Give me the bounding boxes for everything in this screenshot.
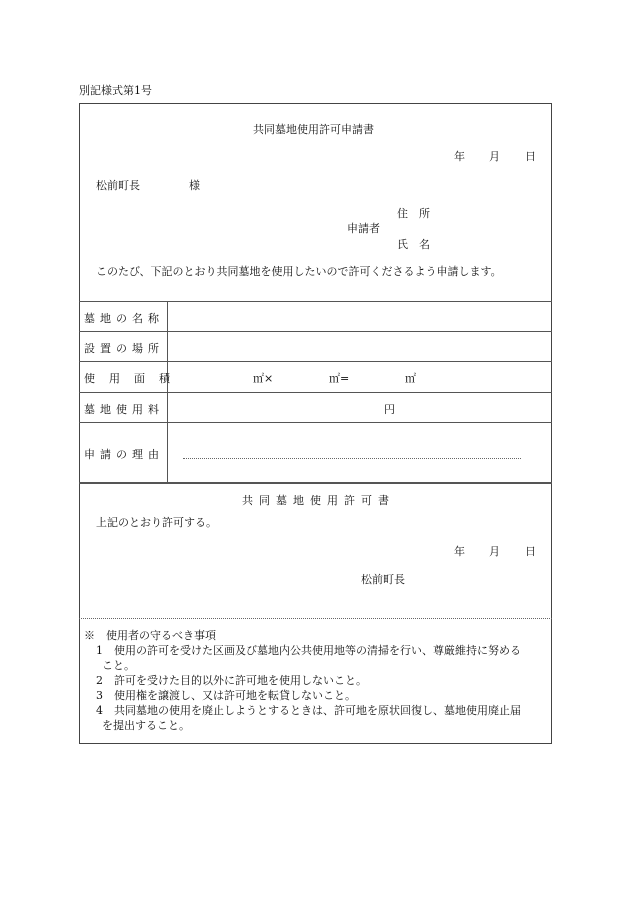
- table-row-line: [79, 392, 552, 393]
- note-item-2: 2 許可を受けた目的以外に許可地を使用しないこと。: [96, 674, 367, 687]
- table-label-location: 設置の場所: [84, 342, 164, 355]
- permit-statement: 上記のとおり許可する。: [96, 516, 217, 529]
- table-row-line: [79, 422, 552, 423]
- form-number: 別記様式第1号: [79, 84, 152, 97]
- fee-unit: 円: [384, 403, 395, 416]
- application-date-year: 年: [454, 150, 465, 163]
- addressee-honorific: 様: [189, 179, 200, 192]
- note-item-1: 1 使用の許可を受けた区画及び墓地内公共使用地等の清掃を行い、尊厳維持に努める: [96, 644, 521, 657]
- permit-date-year: 年: [454, 545, 465, 558]
- note-item-1-cont: こと。: [102, 659, 135, 672]
- addressee: 松前町長: [96, 179, 140, 192]
- application-title: 共同墓地使用許可申請書: [253, 123, 374, 136]
- name-label: 氏 名: [397, 238, 430, 251]
- permit-issuer: 松前町長: [361, 573, 405, 586]
- table-label-cemetery-name: 墓地の名称: [84, 312, 164, 325]
- table-top-line: [79, 301, 552, 302]
- application-date-day: 日: [525, 150, 536, 163]
- area-unit-1: ㎡×: [253, 372, 274, 385]
- notes-divider: [79, 618, 552, 619]
- notes-heading: ※ 使用者の守るべき事項: [84, 629, 216, 642]
- table-row-line: [79, 331, 552, 332]
- table-label-reason: 申請の理由: [84, 448, 164, 461]
- reason-dotted-line: [183, 458, 521, 459]
- permit-date-day: 日: [525, 545, 536, 558]
- table-label-fee: 墓地使用料: [84, 403, 164, 416]
- applicant-label: 申請者: [347, 222, 380, 235]
- application-date-month: 月: [489, 150, 500, 163]
- table-row-line: [79, 361, 552, 362]
- note-item-4: 4 共同墓地の使用を廃止しようとするときは、許可地を原状回復し、墓地使用廃止届: [96, 704, 521, 717]
- permit-divider: [79, 482, 552, 484]
- area-unit-3: ㎡: [405, 372, 416, 385]
- area-unit-2: ㎡=: [329, 372, 350, 385]
- permit-date-month: 月: [489, 545, 500, 558]
- permit-title: 共同墓地使用許可書: [242, 494, 395, 507]
- application-statement: このたび、下記のとおり共同墓地を使用したいので許可くださるよう申請します。: [96, 265, 502, 278]
- note-item-3: 3 使用権を譲渡し、又は許可地を転貸しないこと。: [96, 689, 356, 702]
- address-label: 住 所: [397, 207, 430, 220]
- note-item-4-cont: を提出すること。: [102, 719, 190, 732]
- table-label-area: 使用面積: [84, 372, 184, 385]
